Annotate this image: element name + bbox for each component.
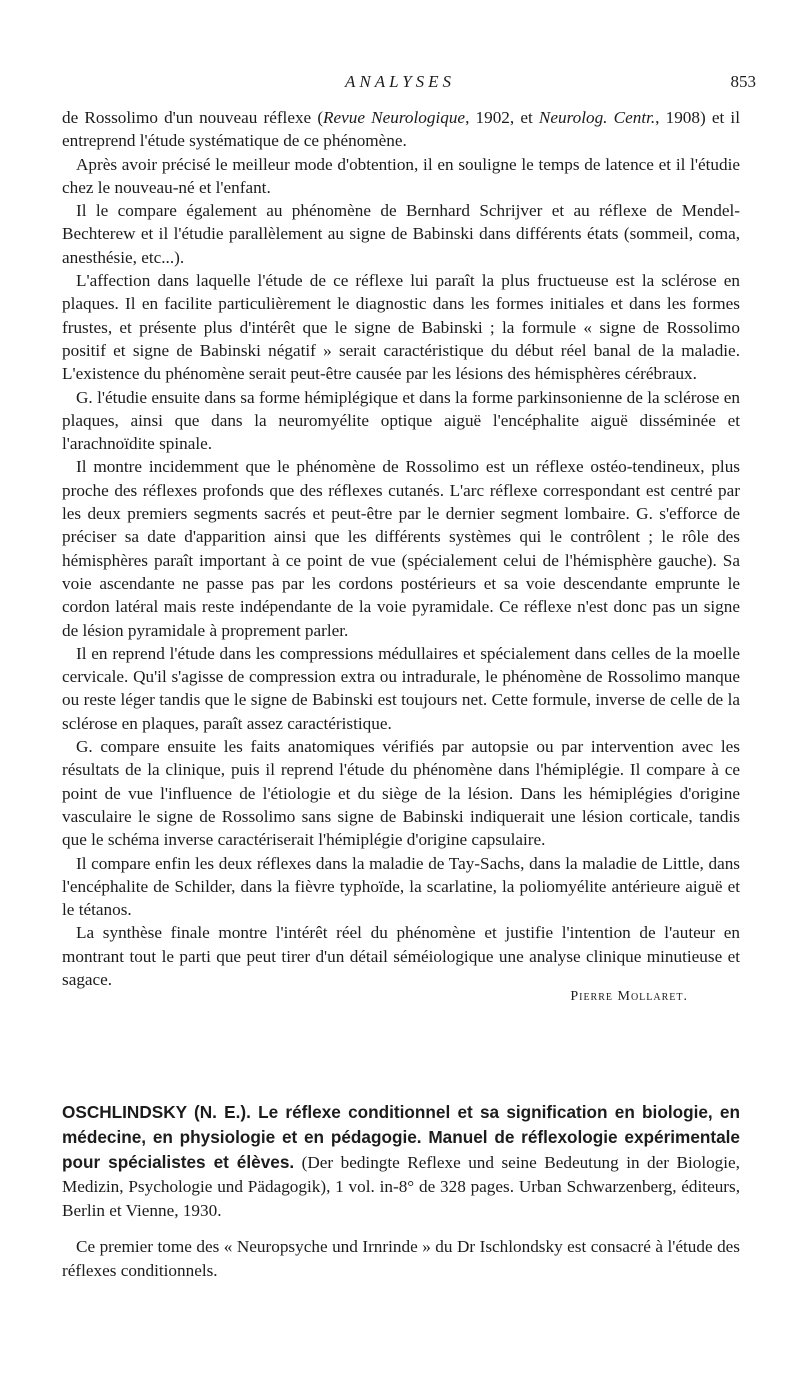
paragraph-text: Il le compare également au phénomène de Bernhard Schrijver et au réflexe de Mendel-Bechterew et il l'étudie parallèlement au signe de Babinski dans différents états (sommeil, coma, anesthésie, etc...). xyxy=(62,201,740,267)
review-entry-title: OSCHLINDSKY (N. E.). Le réflexe conditionnel et sa signification en biologie, en médecine, en physiologie et en pédagogie. Manuel de réflexologie expérimentale pour spécialistes et élèves. xyxy=(62,1102,740,1172)
paragraph-text: La synthèse finale montre l'intérêt réel du phénomène et justifie l'intention de l'auteur en montrant tout le parti que peut tirer d'un détail séméiologique une analyse clinique minutieuse et sagace. xyxy=(62,923,740,989)
article-paragraph xyxy=(62,199,740,269)
article-paragraph xyxy=(62,455,740,641)
paragraph-text: Il montre incidemment que le phénomène de Rossolimo est un réflexe ostéo-tendineux, plus proche des réflexes profonds que des réflexes cutanés. L'arc réflexe correspondant est centré par les deux premiers segments sacrés et peut-être par le dernier segment lombaire. G. s'efforce de préciser sa date d'apparition ainsi que les différents systèmes qui le contrôlent ; le rôle des hémisphères paraît important à ce point de vue (spécialement celui de l'hémisphère gauche). Sa voie ascendante ne passe pas par les cordons postérieurs et sa voie descendante emprunte le cordon latéral mais reste indépendante de la voie pyramidale. Ce réflexe n'est donc pas un signe de lésion pyramidale à proprement parler. xyxy=(62,457,740,640)
article-paragraph xyxy=(62,386,740,456)
article-paragraph xyxy=(62,269,740,385)
review-entry xyxy=(62,1100,740,1283)
paragraph-text: , 1902, et xyxy=(465,108,539,127)
journal-title: Revue Neurologique xyxy=(323,108,466,127)
page-number: 853 xyxy=(730,72,756,91)
review-entry-heading xyxy=(62,1100,740,1223)
journal-title: Neurolog. Centr. xyxy=(538,108,656,127)
article-paragraph xyxy=(62,921,740,991)
article-paragraph xyxy=(62,735,740,851)
article-paragraph xyxy=(62,852,740,922)
paragraph-text: Après avoir précisé le meilleur mode d'obtention, il en souligne le temps de latence et il l'étudie chez le nouveau-né et l'enfant. xyxy=(62,154,740,197)
paragraph-text: L'affection dans laquelle l'étude de ce réflexe lui paraît la plus fructueuse est la sclérose en plaques. Il en facilite particulièrement le diagnostic dans les formes initiales et dans les formes frustes, et présente plus d'intérêt que le signe de Babinski ; la formule « signe de Rossolimo positif et signe de Babinski négatif » serait caractéristique du début réel banal de la maladie. L'existence du phénomène serait peut-être causée par les lésions des hémisphères cérébraux. xyxy=(62,271,740,384)
paragraph-text: G. compare ensuite les faits anatomiques vérifiés par autopsie ou par intervention avec les résultats de la clinique, puis il reprend l'étude du phénomène dans l'hémiplégie. Il compare à ce point de vue l'influence de l'étiologie et du siège de la lésion. Dans les hémiplégies d'origine vasculaire le signe de Rossolimo sans signe de Babinski indiquerait une lésion corticale, tandis que le schéma inverse caractériserait l'hémiplégie d'origine capsulaire. xyxy=(62,737,740,850)
review-entry-description: Ce premier tome des « Neuropsyche und Irnrinde » du Dr Ischlondsky est consacré à l'étude des réflexes conditionnels. xyxy=(62,1237,740,1280)
running-head xyxy=(0,72,800,94)
paragraph-text: Il en reprend l'étude dans les compressions médullaires et spécialement dans celles de la moelle cervicale. Qu'il s'agisse de compression extra ou intradurale, le phénomène de Rossolimo manque ou reste léger tandis que le signe de Babinski est toujours net. Cette formule, inverse de celle de la sclérose en plaques, paraît assez caractéristique. xyxy=(62,643,740,733)
article-paragraph xyxy=(62,106,740,153)
running-title: ANALYSES xyxy=(344,72,456,91)
article-paragraph xyxy=(62,642,740,735)
paragraph-text: , 1908) et il entreprend l'étude systématique de ce phénomène. xyxy=(62,108,740,151)
paragraph-text: Il compare enfin les deux réflexes dans la maladie de Tay-Sachs, dans la maladie de Little, dans l'encéphalite de Schilder, dans la fièvre typhoïde, la scarlatine, la poliomyélite antérieure aiguë et le tétanos. xyxy=(62,853,740,920)
review-entry-bibliography: (Der bedingte Reflexe und seine Bedeutung in der Biologie, Medizin, Psychologie und Pädagogik), 1 vol. in-8° de 328 pages. Urban Schwarzenberg, éditeurs, Berlin et Vienne, 1930. xyxy=(62,1153,740,1220)
author-signature: Pierre Mollaret. xyxy=(570,989,688,1005)
article-paragraph xyxy=(62,153,740,200)
article-body xyxy=(62,106,740,1009)
paragraph-text: de Rossolimo d'un nouveau réflexe ( xyxy=(62,108,324,127)
paragraph-text: G. l'étudie ensuite dans sa forme hémiplégique et dans la forme parkinsonienne de la sclérose en plaques, ainsi que dans la neuromyélite optique aiguë l'encéphalite aiguë disséminée et l'arachnoïdite spinale. xyxy=(62,387,740,454)
